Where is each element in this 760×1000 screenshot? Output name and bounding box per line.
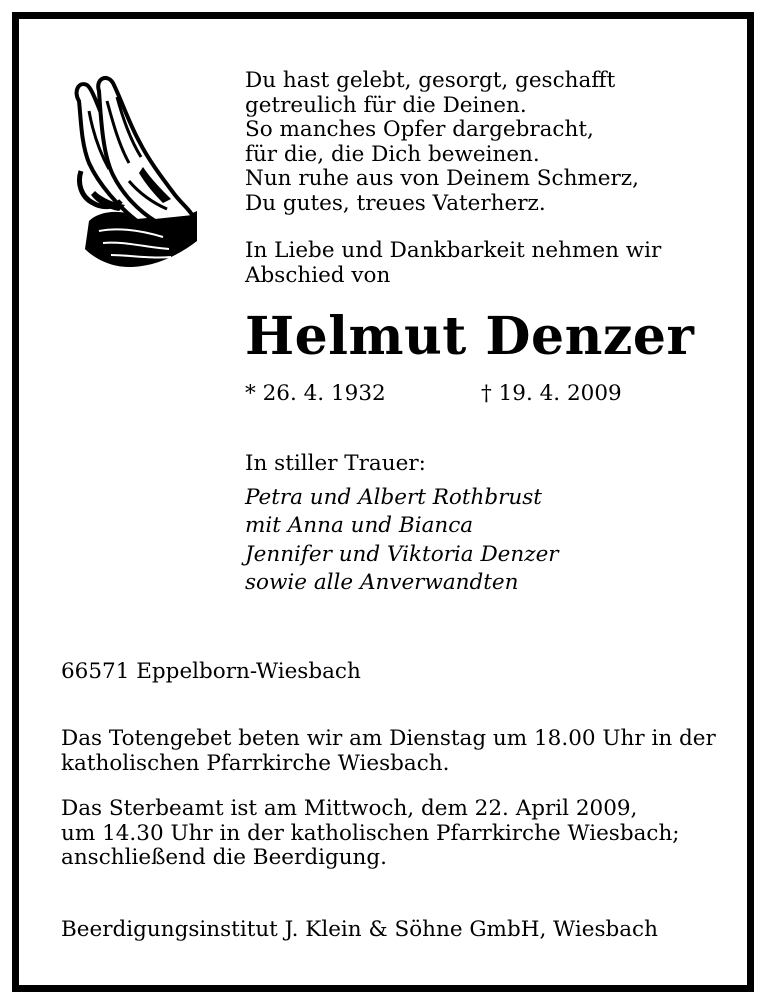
place-of-residence: 66571 Eppelborn-Wiesbach — [61, 659, 361, 684]
deceased-name: Helmut Denzer — [245, 306, 695, 367]
funeral-notice: Das Sterbeamt ist am Mittwoch, dem 22. April 2009, um 14.30 Uhr in der katholischen Pfarrkirche Wiesbach; anschließend die Beerdigung. — [61, 796, 680, 870]
undertaker-line: Beerdigungsinstitut J. Klein & Söhne GmbH, Wiesbach — [61, 917, 658, 942]
birth-date: * 26. 4. 1932 — [245, 381, 386, 406]
praying-hands-icon — [59, 71, 199, 271]
mourners-list: Petra und Albert Rothbrust mit Anna und Bianca Jennifer und Viktoria Denzer sowie alle Anverwandten — [245, 485, 559, 595]
death-date: † 19. 4. 2009 — [481, 381, 622, 406]
farewell-intro: In Liebe und Dankbarkeit nehmen wir Abschied von — [245, 238, 662, 288]
mourners-heading: In stiller Trauer: — [245, 451, 426, 476]
memorial-verse: Du hast gelebt, gesorgt, geschafft getreulich für die Deinen. So manches Opfer dargebracht, für die, die Dich beweinen. Nun ruhe aus von Deinem Schmerz, Du gutes, treues Vaterherz. — [245, 68, 639, 216]
prayer-notice: Das Totengebet beten wir am Dienstag um 18.00 Uhr in der katholischen Pfarrkirche Wiesbach. — [61, 726, 716, 776]
obituary-notice — [12, 12, 754, 992]
